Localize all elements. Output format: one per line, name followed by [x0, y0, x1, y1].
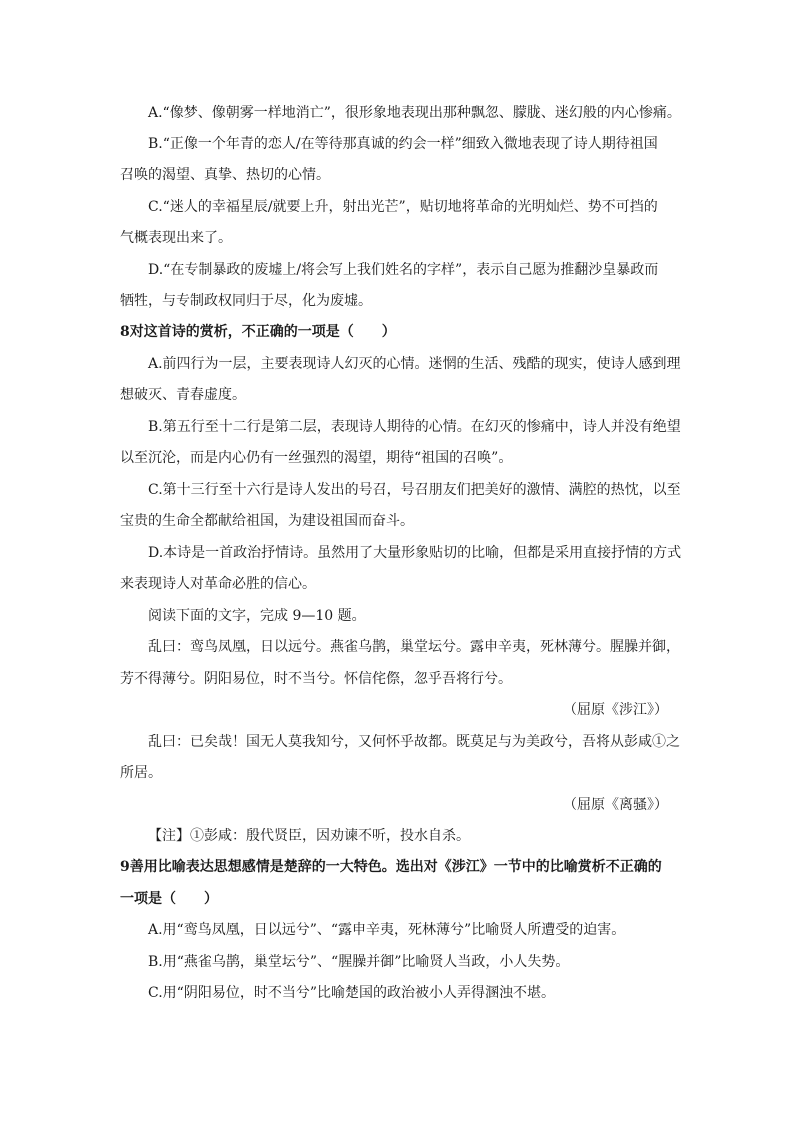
passage-1-source: （屈原《涉江》）: [563, 702, 668, 718]
q7-option-c: C.“迷人的幸福星辰/就要上升，射出光芒”，贴切地将革命的光明灿烂、势不可挡的: [148, 199, 658, 215]
q7-option-d-cont: 牺牲，与专制政权同归于尽，化为废墟。: [120, 293, 372, 309]
question-8: 8对这首诗的赏析，不正确的一项是（ ）: [120, 324, 396, 340]
q7-option-b-cont: 召唤的渴望、真挚、热切的心情。: [120, 167, 330, 183]
passage-1: 乱曰：鸾鸟凤凰，日以远兮。燕雀乌鹊，巢堂坛兮。露申辛夷，死林薄兮。腥臊并御，: [148, 639, 680, 655]
footnote: 【注】①彭咸：殷代贤臣，因劝谏不听，投水自杀。: [148, 828, 470, 844]
passage-2: 乱曰：已矣哉！国无人莫我知兮，又何怀乎故都。既莫足与为美政兮，吾将从彭咸①之: [148, 734, 680, 750]
q7-option-b: B.“正像一个年青的恋人/在等待那真诚的约会一样”细致入微地表现了诗人期待祖国: [148, 136, 658, 152]
q7-option-d: D.“在专制暴政的废墟上/将会写上我们姓名的字样”，表示自己愿为推翻沙皇暴政而: [148, 262, 659, 278]
q8-option-d-cont: 来表现诗人对革命必胜的信心。: [120, 576, 316, 592]
q9-option-c: C.用“阴阳易位，时不当兮”比喻楚国的政治被小人弄得溷浊不堪。: [148, 985, 555, 1001]
q9-option-a: A.用“鸾鸟凤凰，日以远兮”、“露申辛夷，死林薄兮”比喻贤人所遭受的迫害。: [148, 922, 626, 938]
question-9-cont: 一项是（ ）: [120, 891, 218, 907]
passage-1-cont: 芳不得薄兮。阴阳易位，时不当兮。怀信侘傺，忽乎吾将行兮。: [120, 671, 512, 687]
q7-option-a: A.“像梦、像朝雾一样地消亡”，很形象地表现出那种飘忽、朦胧、迷幻般的内心惨痛。: [148, 105, 681, 121]
q8-option-c-cont: 宝贵的生命全都献给祖国，为建设祖国而奋斗。: [120, 513, 414, 529]
q9-option-b: B.用“燕雀乌鹊，巢堂坛兮”、“腥臊并御”比喻贤人当政，小人失势。: [148, 954, 570, 970]
q8-option-a-cont: 想破灭、青春虚度。: [120, 387, 246, 403]
q8-option-b: B.第五行至十二行是第二层，表现诗人期待的心情。在幻灭的惨痛中，诗人并没有绝望: [148, 419, 681, 435]
reading-instruction: 阅读下面的文字，完成 9—10 题。: [148, 608, 366, 624]
q8-option-b-cont: 以至沉沦，而是内心仍有一丝强烈的渴望，期待“祖国的召唤”。: [120, 450, 513, 466]
q7-option-c-cont: 气概表现出来了。: [120, 230, 232, 246]
passage-2-source: （屈原《离骚》）: [563, 797, 668, 813]
question-9: 9善用比喻表达思想感情是楚辞的一大特色。选出对《涉江》一节中的比喻赏析不正确的: [120, 859, 662, 875]
q8-option-c: C.第十三行至十六行是诗人发出的号召，号召朋友们把美好的激情、满腔的热忱，以至: [148, 482, 681, 498]
passage-2-cont: 所居。: [120, 765, 162, 781]
q8-option-a: A.前四行为一层，主要表现诗人幻灭的心情。迷惘的生活、残酷的现实，使诗人感到理: [148, 356, 681, 372]
q8-option-d: D.本诗是一首政治抒情诗。虽然用了大量形象贴切的比喻，但都是采用直接抒情的方式: [148, 545, 682, 561]
